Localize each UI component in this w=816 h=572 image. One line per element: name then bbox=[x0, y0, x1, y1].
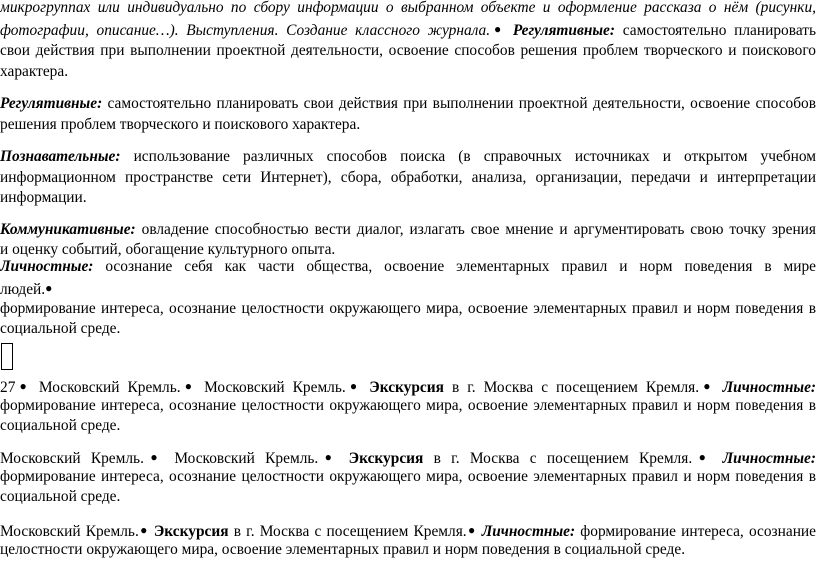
para7-line1: Московский Кремль.● Московский Кремль.● Экскурсия в г. Москва с посещением Кремля.● Личностные: bbox=[0, 450, 816, 467]
para7-line3: социальной среде. bbox=[0, 488, 121, 505]
para2-line2: решения проблем творческого и поискового характера. bbox=[0, 116, 361, 133]
para5-line3: формирование интереса, осознание целостности окружающего мира, освоение элементарных правил и норм поведения в bbox=[0, 300, 816, 317]
excursion-label: Экскурсия bbox=[338, 450, 424, 467]
excursion-label: Экскурсия bbox=[361, 379, 444, 396]
personal-label: Личностные: bbox=[0, 258, 94, 275]
para3-line3: информации. bbox=[0, 189, 87, 206]
bullet-icon: ● bbox=[45, 281, 53, 295]
bullet-icon: ● bbox=[318, 450, 339, 464]
para6-line1: 27● Московский Кремль.● Московский Кремль.● Экскурсия в г. Москва с посещением Кремля.● Личностные: bbox=[0, 379, 816, 396]
regulatory-label: Регулятивные: bbox=[0, 95, 103, 112]
para5-line2: людей.● bbox=[0, 281, 53, 298]
para1-line2: фотографии, описание…). Выступления. Создание классного журнала.● Регулятивные: самостоятельно планировать bbox=[0, 22, 816, 39]
para6-line3: социальной среде. bbox=[0, 417, 121, 434]
bullet-icon: ● bbox=[692, 450, 713, 464]
para4-line1: Коммуникативные: овладение способностью вести диалог, излагать свое мнение и аргументировать свою точку зрения bbox=[0, 221, 816, 238]
para1-line1: микрогруппах или индивидуально по сбору информации о выбранном объекте и оформление рассказа о нём (рисунки, bbox=[0, 0, 816, 16]
cognitive-label: Познавательные: bbox=[0, 148, 121, 165]
bullet-icon: ● bbox=[466, 523, 477, 537]
para8-line1: Московский Кремль.● Экскурсия в г. Москва с посещением Кремля.● Личностные: формирование интереса, осознание bbox=[0, 523, 816, 540]
bullet-icon: ● bbox=[490, 22, 506, 36]
para5-line4: социальной среде. bbox=[0, 320, 121, 337]
excursion-label: Экскурсия bbox=[148, 523, 229, 540]
bullet-icon: ● bbox=[138, 523, 149, 537]
para4-line2: и оценку событий, обогащение культурного опыта. bbox=[0, 241, 336, 258]
personal-label: Личностные: bbox=[476, 523, 576, 540]
regulatory-label: Регулятивные: bbox=[512, 22, 616, 39]
communicative-label: Коммуникативные: bbox=[0, 221, 136, 238]
para3-line2: информационном пространстве сети Интернет), сбора, обработки, анализа, организации, передачи и интерпретации bbox=[0, 169, 816, 186]
personal-label: Личностные: bbox=[714, 379, 816, 396]
bullet-icon: ● bbox=[180, 379, 197, 393]
bullet-icon: ● bbox=[345, 379, 362, 393]
bullet-icon: ● bbox=[15, 379, 31, 393]
personal-label: Личностные: bbox=[712, 450, 816, 467]
bullet-icon: ● bbox=[699, 379, 715, 393]
para1-line3: свои действия при выполнении проектной деятельности, освоение способов решения проблем творческого и поискового bbox=[0, 42, 816, 59]
para5-line1: Личностные: осознание себя как части общества, освоение элементарных правил и норм поведения в мире bbox=[0, 258, 816, 275]
para2-line1: Регулятивные: самостоятельно планировать свои действия при выполнении проектной деятельности, освоение способов bbox=[0, 95, 816, 112]
empty-table-cell bbox=[1, 343, 13, 370]
para6-line2: формирование интереса, осознание целостности окружающего мира, освоение элементарных правил и норм поведения в bbox=[0, 397, 816, 414]
para1-line4: характера. bbox=[0, 63, 69, 80]
para3-line1: Познавательные: использование различных способов поиска (в справочных источниках и открытом учебном bbox=[0, 148, 816, 165]
para8-line2: целостности окружающего мира, освоение элементарных правил и норм поведения в социальной среде. bbox=[0, 541, 686, 558]
bullet-icon: ● bbox=[143, 450, 165, 464]
para7-line2: формирование интереса, осознание целостности окружающего мира, освоение элементарных правил и норм поведения в bbox=[0, 468, 816, 485]
